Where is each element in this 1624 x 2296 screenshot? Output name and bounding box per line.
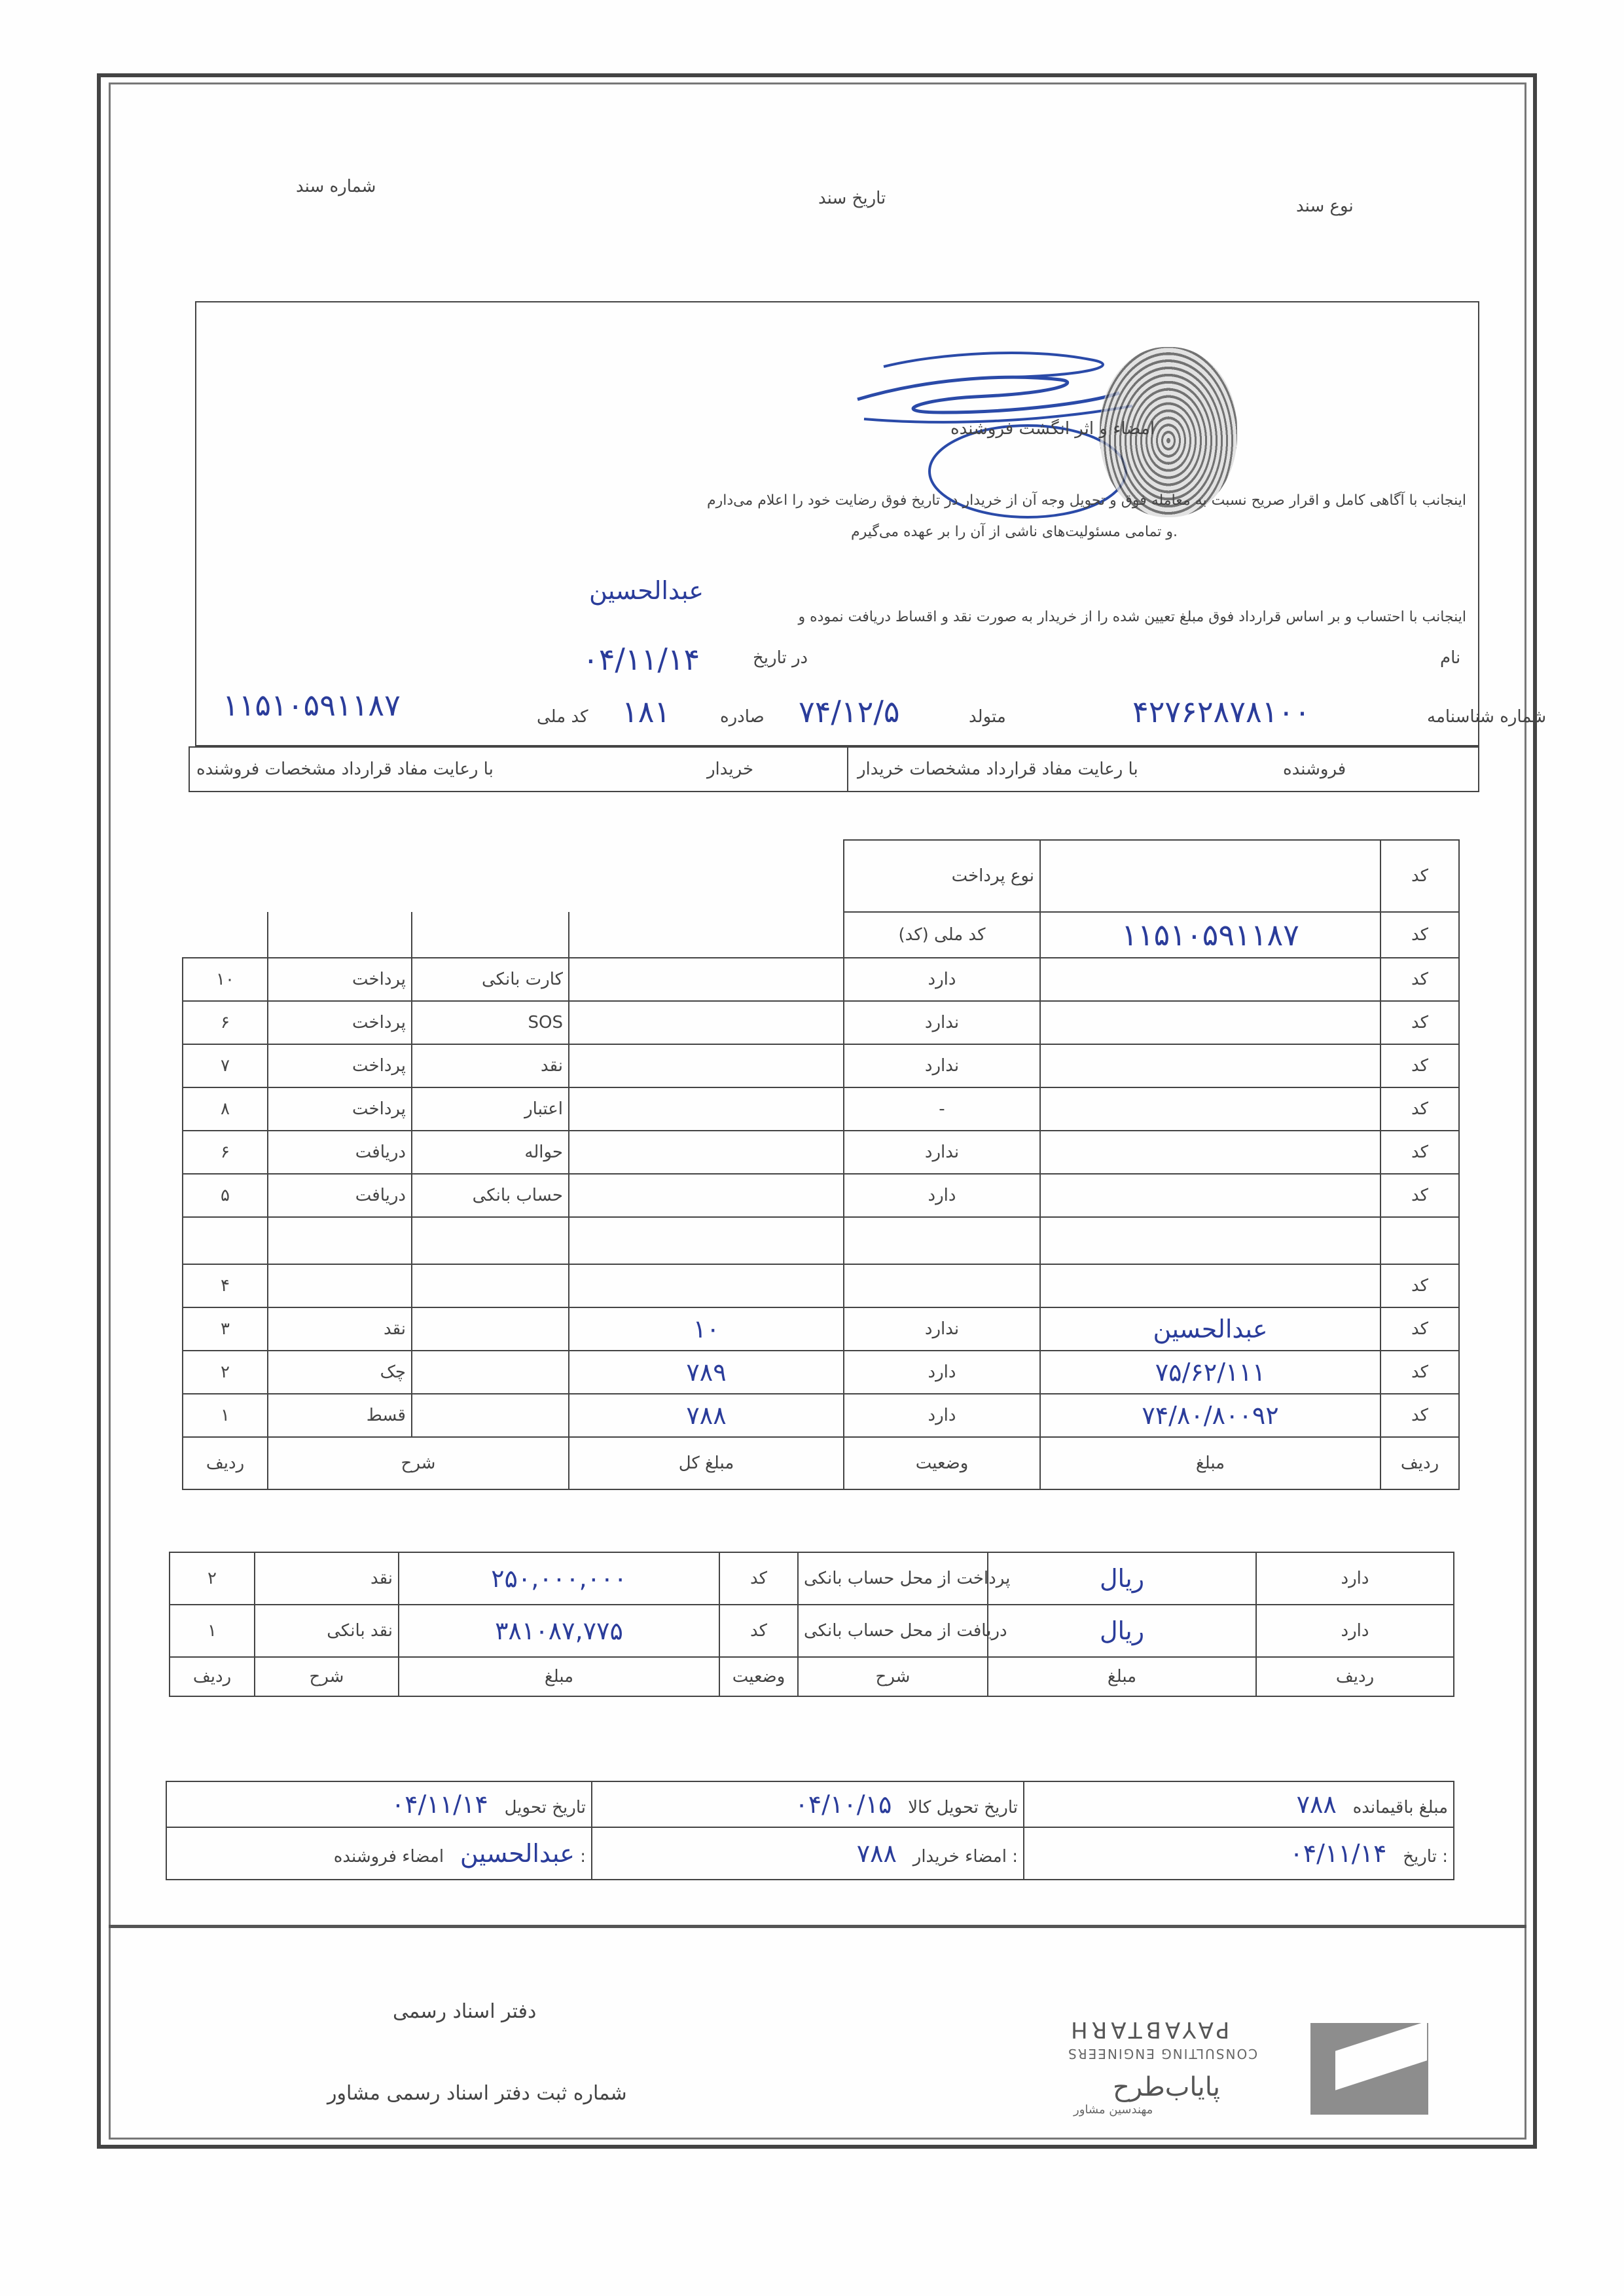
payments-row: [183, 1131, 1459, 1174]
payments-row-status: ندارد: [844, 1307, 1040, 1351]
signature-date-value: ۰۴/۱۱/۱۴: [1290, 1839, 1387, 1868]
payments-row-amount: [569, 1217, 844, 1264]
payments-row: [183, 1264, 1459, 1307]
accounts-footer-amount: مبلغ: [399, 1657, 719, 1696]
payments-row-amount: ۷۸۹: [569, 1351, 844, 1394]
parties-buyer-label: خریدار: [707, 759, 754, 779]
payments-row-hand: [1040, 1087, 1380, 1131]
accounts-row: [170, 1552, 1454, 1605]
payments-header-key: کد: [1380, 840, 1459, 912]
signature-buyer-cell: [592, 1827, 1024, 1880]
delivery-center-cell: [592, 1781, 1024, 1827]
header-doc-type-label: نوع سند: [1296, 196, 1354, 216]
payments-row-num: ۳: [183, 1307, 268, 1351]
signature-seller-label: امضاء فروشنده :: [333, 1847, 586, 1867]
payments-footer-key: ردیف: [1380, 1437, 1459, 1489]
payments-row-hand: [1040, 1264, 1380, 1307]
payments-row-amount: [569, 1087, 844, 1131]
logo-name: PAYABTARH: [1067, 2016, 1230, 2043]
statement-box: [195, 301, 1479, 746]
accounts-footer-num: ردیف: [170, 1657, 255, 1696]
logo-fa-tag: مهندسین مشاور: [1074, 2103, 1153, 2117]
statement-signer-line: امضاء و اثر انگشت فروشنده: [950, 419, 1155, 439]
accounts-row-hand: ریال: [988, 1552, 1256, 1605]
payments-code-value: ۱۱۵۱۰۵۹۱۱۸۷: [1040, 912, 1380, 958]
delivery-left-cell: [1024, 1781, 1454, 1827]
accounts-row-desc: دریافت از محل حساب بانکی: [798, 1605, 988, 1657]
accounts-row-type: نقد: [255, 1552, 399, 1605]
payments-row-hand: [1040, 1174, 1380, 1217]
accounts-footer-row: [170, 1657, 1454, 1696]
statement-paragraph-line2: و تمامی مسئولیت‌های ناشی از آن را بر عهده می‌گیرم.: [851, 524, 1178, 540]
parties-seller-label: فروشنده: [1283, 759, 1346, 779]
payments-row-key: [1380, 1217, 1459, 1264]
signature-seller-value: عبدالحسین: [460, 1839, 575, 1868]
parties-seller-caption: با رعایت مفاد قرارداد مشخصات خریدار: [857, 759, 1138, 779]
payments-row-num: ۸: [183, 1087, 268, 1131]
payments-row-num: ۴: [183, 1264, 268, 1307]
payments-row-desc: اعتبار: [412, 1087, 569, 1131]
payments-row: [183, 1217, 1459, 1264]
payments-row-hand: [1040, 1044, 1380, 1087]
payments-row-status: ندارد: [844, 1131, 1040, 1174]
statement-name-label: نام: [1440, 648, 1461, 668]
payments-footer-status: وضعیت: [844, 1437, 1040, 1489]
payments-row-desc: [412, 1351, 569, 1394]
payments-row-key: کد: [1380, 1131, 1459, 1174]
payments-row: [183, 1307, 1459, 1351]
payments-row-type: چک: [268, 1351, 412, 1394]
statement-place-label: صادره: [720, 707, 765, 727]
delivery-row-2: [166, 1827, 1454, 1880]
payments-row-num: ۱: [183, 1394, 268, 1437]
payments-row-status: دارد: [844, 958, 1040, 1001]
payments-row-amount: [569, 1131, 844, 1174]
payments-row-num: ۶: [183, 1131, 268, 1174]
header-doc-number-label: شماره سند: [296, 177, 376, 196]
payments-row-num: ۱۰: [183, 958, 268, 1001]
payments-row-hand: عبدالحسین: [1040, 1307, 1380, 1351]
payments-row-key: کد: [1380, 1174, 1459, 1217]
signature-buyer-value: ۷۸۸: [856, 1839, 897, 1868]
signature-buyer-label: امضاء خریدار :: [912, 1847, 1018, 1867]
statement-handwritten-name: عبدالحسین: [589, 576, 704, 605]
accounts-footer-desc2: شرح: [798, 1657, 988, 1696]
footer-line2: شماره ثبت دفتر اسناد رسمی مشاور: [327, 2082, 627, 2105]
payments-row-type: پرداخت: [268, 1001, 412, 1044]
delivery-row-1: [166, 1781, 1454, 1827]
payments-row: [183, 1001, 1459, 1044]
payments-row-type: دریافت: [268, 1174, 412, 1217]
payments-row-num: ۷: [183, 1044, 268, 1087]
accounts-row-type: نقد بانکی: [255, 1605, 399, 1657]
statement-id-label: شماره شناسنامه: [1427, 707, 1547, 727]
payments-row-status: -: [844, 1087, 1040, 1131]
payments-footer-desc: شرح: [268, 1437, 569, 1489]
accounts-row-status: دارد: [1256, 1552, 1454, 1605]
payments-code-label: کد ملی (کد): [844, 912, 1040, 958]
signature-date-label: تاریخ :: [1403, 1847, 1448, 1867]
payments-row-hand: [1040, 958, 1380, 1001]
delivery-right-label: تاریخ تحویل: [504, 1798, 586, 1817]
payments-row: [183, 1351, 1459, 1394]
statement-id-value: ۴۲۷۶۲۸۷۸۱۰۰: [1132, 694, 1310, 729]
payments-row-amount: [569, 958, 844, 1001]
accounts-row-status: دارد: [1256, 1605, 1454, 1657]
payments-row: [183, 1394, 1459, 1437]
payments-row-key: کد: [1380, 1001, 1459, 1044]
payments-row: [183, 1087, 1459, 1131]
payments-row-desc: [412, 1264, 569, 1307]
payments-row-desc: SOS: [412, 1001, 569, 1044]
payments-row-status: دارد: [844, 1394, 1040, 1437]
accounts-footer-desc: شرح: [255, 1657, 399, 1696]
statement-paragraph-line3: اینجانب با احتساب و بر اساس قرارداد فوق مبلغ تعیین شده را از خریدار به صورت نقد و اقساط دریافت نموده و: [798, 609, 1466, 625]
payments-row-num: ۶: [183, 1001, 268, 1044]
accounts-footer-amount2: مبلغ: [988, 1657, 1256, 1696]
footer-divider: [109, 1925, 1526, 1928]
payments-row-status: دارد: [844, 1351, 1040, 1394]
payments-footer-num: ردیف: [183, 1437, 268, 1489]
payments-row-desc: [412, 1217, 569, 1264]
payments-header-blank: [183, 840, 844, 912]
delivery-right-value: ۰۴/۱۱/۱۴: [391, 1790, 488, 1819]
payments-row-key: کد: [1380, 1264, 1459, 1307]
payments-row: [183, 1174, 1459, 1217]
payments-row-type: دریافت: [268, 1131, 412, 1174]
payments-row-num: ۲: [183, 1351, 268, 1394]
payments-row-hand: [1040, 1217, 1380, 1264]
payments-row-type: پرداخت: [268, 958, 412, 1001]
payments-footer-value: مبلغ کل: [569, 1437, 844, 1489]
logo-subtitle: CONSULTING ENGINEERS: [1067, 2046, 1258, 2062]
delivery-center-label: تاریخ تحویل کالا: [908, 1798, 1018, 1817]
statement-paragraph-line1: اینجانب با آگاهی کامل و اقرار صریح نسبت به معامله فوق و تحویل وجه آن از خریدار در تاریخ فوق رضایت خود را اعلام می‌دارم: [706, 492, 1466, 509]
statement-birth-label: متولد: [969, 707, 1006, 727]
payments-row-amount: ۱۰: [569, 1307, 844, 1351]
delivery-right-cell: [166, 1781, 592, 1827]
payments-row: [183, 1044, 1459, 1087]
payments-row-amount: [569, 1044, 844, 1087]
payments-row-key: کد: [1380, 1044, 1459, 1087]
delivery-left-label: مبلغ باقیمانده: [1352, 1798, 1448, 1817]
payments-row-status: [844, 1217, 1040, 1264]
delivery-center-value: ۰۴/۱۰/۱۵: [795, 1790, 892, 1819]
statement-nat-id-value: ۱۱۵۱۰۵۹۱۱۸۷: [223, 687, 401, 723]
payments-row-key: کد: [1380, 1087, 1459, 1131]
statement-place-value: ۱۸۱: [622, 694, 671, 729]
footer-line1: دفتر اسناد رسمی: [393, 2000, 537, 2023]
payments-row-desc: نقد: [412, 1044, 569, 1087]
payments-row-hand: [1040, 1131, 1380, 1174]
payments-row-key: کد: [1380, 1394, 1459, 1437]
accounts-row-desc: پرداخت از محل حساب بانکی: [798, 1552, 988, 1605]
payments-footer-amount: مبلغ: [1040, 1437, 1380, 1489]
accounts-footer-key: وضعیت: [719, 1657, 798, 1696]
payments-row-status: ندارد: [844, 1001, 1040, 1044]
payments-row-key: کد: [1380, 1351, 1459, 1394]
header-doc-date-label: تاریخ سند: [818, 189, 886, 208]
accounts-table: [169, 1552, 1454, 1697]
payments-row-hand: ۷۴/۸۰/۸۰۰۹۲: [1040, 1394, 1380, 1437]
accounts-footer-status: ردیف: [1256, 1657, 1454, 1696]
payments-row-num: [183, 1217, 268, 1264]
payments-row-status: [844, 1264, 1040, 1307]
payments-row-desc: [412, 1307, 569, 1351]
payments-row-desc: حواله: [412, 1131, 569, 1174]
accounts-row-key: کد: [719, 1552, 798, 1605]
payments-row-key: کد: [1380, 1307, 1459, 1351]
parties-divider: [847, 746, 848, 792]
logo-fa-name: پایاب‌طرح: [1113, 2072, 1221, 2102]
parties-buyer-caption: با رعایت مفاد قرارداد مشخصات فروشنده: [196, 759, 494, 779]
payments-row: [183, 958, 1459, 1001]
payments-row-desc: [412, 1394, 569, 1437]
accounts-row-num: ۲: [170, 1552, 255, 1605]
payments-code-row: [183, 912, 1459, 958]
delivery-table: [166, 1781, 1454, 1880]
payments-header-empty: [1040, 840, 1380, 912]
payments-row-type: پرداخت: [268, 1087, 412, 1131]
signature-seller-cell: [166, 1827, 592, 1880]
payments-row-type: [268, 1264, 412, 1307]
payments-row-amount: [569, 1264, 844, 1307]
payments-row-status: ندارد: [844, 1044, 1040, 1087]
statement-date-value: ۰۴/۱۱/۱۴: [583, 642, 700, 677]
payments-row-key: کد: [1380, 958, 1459, 1001]
payments-table: [182, 839, 1460, 1490]
accounts-row-amount: ۲۵۰,۰۰۰,۰۰۰: [399, 1552, 719, 1605]
payments-row-type: قسط: [268, 1394, 412, 1437]
accounts-row-key: کد: [719, 1605, 798, 1657]
delivery-left-value: ۷۸۸: [1296, 1790, 1337, 1819]
statement-birth-value: ۷۴/۱۲/۵: [799, 694, 900, 729]
payments-row-type: [268, 1217, 412, 1264]
payments-row-type: نقد: [268, 1307, 412, 1351]
payments-row-hand: ۷۵/۶۲/۱۱۱: [1040, 1351, 1380, 1394]
payments-footer-row: [183, 1437, 1459, 1489]
statement-nat-id-label: کد ملی: [537, 707, 588, 727]
signature-date-cell: [1024, 1827, 1454, 1880]
accounts-row-amount: ۳۸۱۰۸۷,۷۷۵: [399, 1605, 719, 1657]
payments-row-desc: کارت بانکی: [412, 958, 569, 1001]
statement-date-label: در تاریخ: [753, 648, 808, 668]
payments-row-amount: [569, 1174, 844, 1217]
payments-row-type: پرداخت: [268, 1044, 412, 1087]
payments-row-amount: ۷۸۸: [569, 1394, 844, 1437]
payments-row-amount: [569, 1001, 844, 1044]
accounts-row-hand: ریال: [988, 1605, 1256, 1657]
payments-row-desc: حساب بانکی: [412, 1174, 569, 1217]
payments-header-type: نوع پرداخت: [844, 840, 1040, 912]
payments-code-key: کد: [1380, 912, 1459, 958]
accounts-row-num: ۱: [170, 1605, 255, 1657]
payments-row-status: دارد: [844, 1174, 1040, 1217]
payments-row-hand: [1040, 1001, 1380, 1044]
payments-header-row: [183, 840, 1459, 912]
accounts-row: [170, 1605, 1454, 1657]
payments-row-num: ۵: [183, 1174, 268, 1217]
